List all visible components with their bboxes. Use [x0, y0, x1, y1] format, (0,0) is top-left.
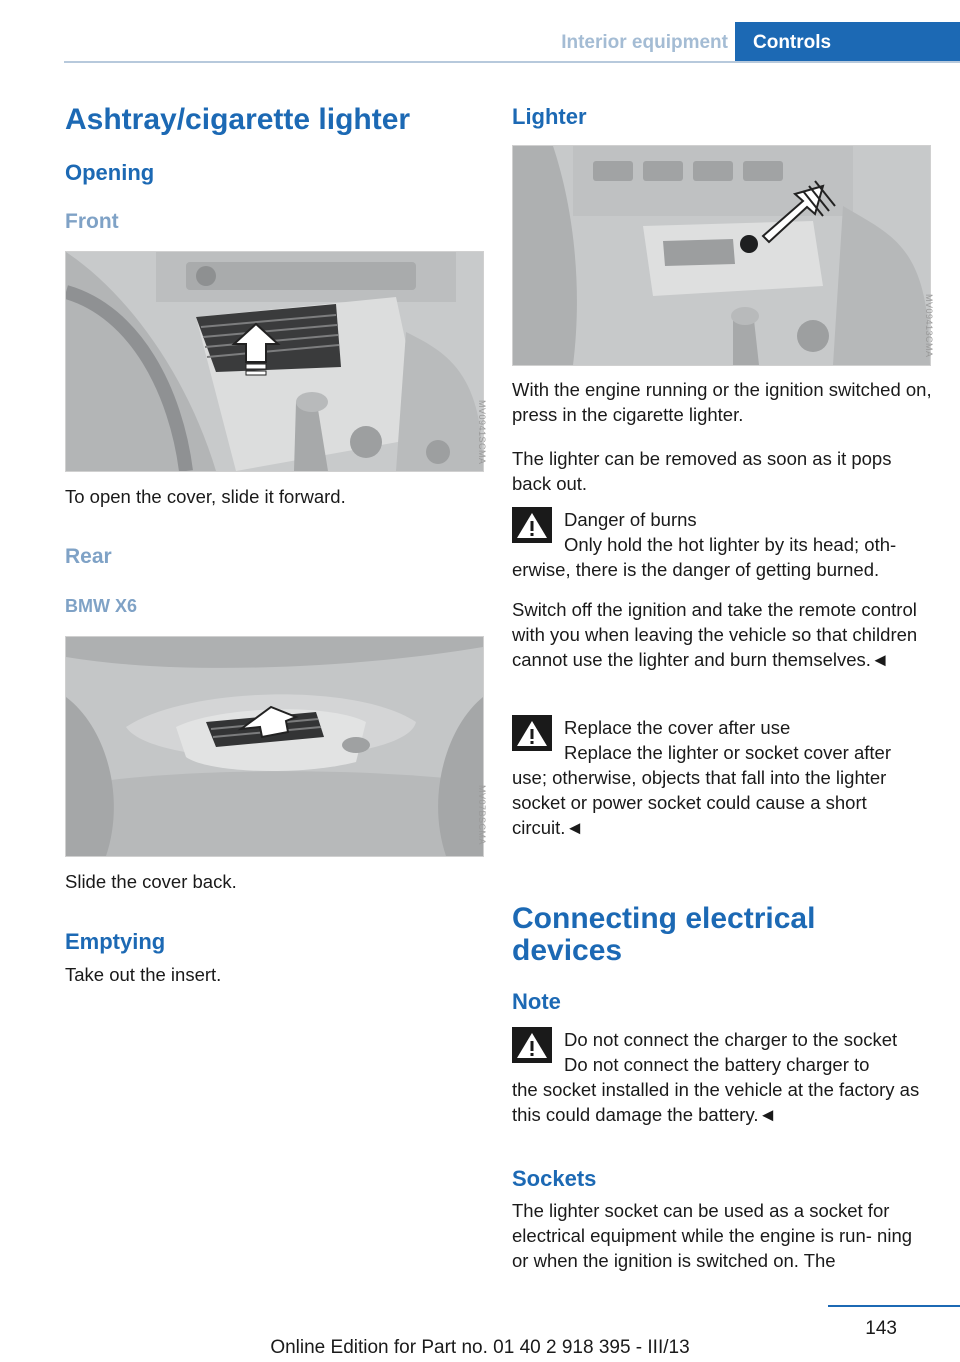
lighter-figure-code: MV09413CMA — [924, 294, 934, 358]
sockets-text: The lighter socket can be used as a socket for electrical equipment while the engine is run- ning or when the ignition is switched on. The — [512, 1200, 913, 1271]
header-rule — [64, 61, 960, 63]
heading-emptying: Emptying — [65, 929, 166, 954]
warning-burns-title: Danger of burns — [564, 509, 697, 530]
emptying-text: Take out the insert. — [65, 964, 222, 985]
warning-icon — [512, 1027, 552, 1063]
lighter-figure — [512, 145, 931, 366]
heading-opening: Opening — [65, 160, 155, 185]
heading-lighter: Lighter — [512, 104, 587, 129]
heading-rear-model: BMW X6 — [65, 596, 137, 616]
warning-icon — [512, 507, 552, 543]
footer-rule — [828, 1305, 960, 1307]
front-ashtray-figure — [65, 251, 484, 472]
heading-note: Note — [512, 989, 561, 1014]
front-figure-code: MV0941SCMA — [477, 400, 487, 465]
heading-front: Front — [65, 210, 119, 233]
lighter-paragraph-1: With the engine running or the ignition switched on, press in the cigarette lighter. — [512, 379, 932, 425]
rear-caption: Slide the cover back. — [65, 871, 237, 892]
warning-cover-title: Replace the cover after use — [564, 717, 791, 738]
warning-cover-body-rest: use; otherwise, objects that fall into the lighter socket or power socket could cause a short circuit.◄ — [512, 767, 887, 838]
page-number: 143 — [865, 1318, 897, 1339]
warning-charger-body-rest: the socket installed in the vehicle at the factory as this could damage the battery.◄ — [512, 1079, 920, 1125]
warning-charger-body-first: Do not connect the battery charger to — [564, 1054, 870, 1075]
header-chapter-tab[interactable]: Controls — [735, 22, 960, 62]
heading-sockets: Sockets — [512, 1166, 597, 1191]
warning-charger — [512, 1027, 932, 1137]
warning-cover-body-first: Replace the lighter or socket cover after — [564, 742, 891, 763]
heading-connecting-devices: Connecting electrical devices — [512, 902, 816, 967]
warning-icon — [512, 715, 552, 751]
warning-cover — [512, 715, 932, 845]
rear-figure-code: MV07BSCMA — [477, 785, 487, 846]
heading-rear: Rear — [65, 545, 112, 568]
edition-line: Online Edition for Part no. 01 40 2 918 395 - III/13 — [270, 1337, 690, 1358]
lighter-paragraph-2: The lighter can be removed as soon as it pops back out. — [512, 448, 892, 494]
page-title: Ashtray/cigarette lighter — [65, 103, 411, 136]
header-section-title: Interior equipment — [561, 32, 728, 53]
lighter-paragraph-3: Switch off the ignition and take the remote control with you when leaving the vehicle so that children cannot use the lighter and burn themselves.◄ — [512, 599, 918, 670]
warning-burns-body-rest: erwise, there is the danger of getting burned. — [512, 559, 880, 580]
rear-ashtray-figure — [65, 636, 484, 857]
warning-burns — [512, 507, 932, 587]
warning-burns-body-first: Only hold the hot lighter by its head; oth- — [564, 534, 897, 555]
front-caption: To open the cover, slide it forward. — [65, 486, 346, 507]
warning-charger-title: Do not connect the charger to the socket — [564, 1029, 898, 1050]
